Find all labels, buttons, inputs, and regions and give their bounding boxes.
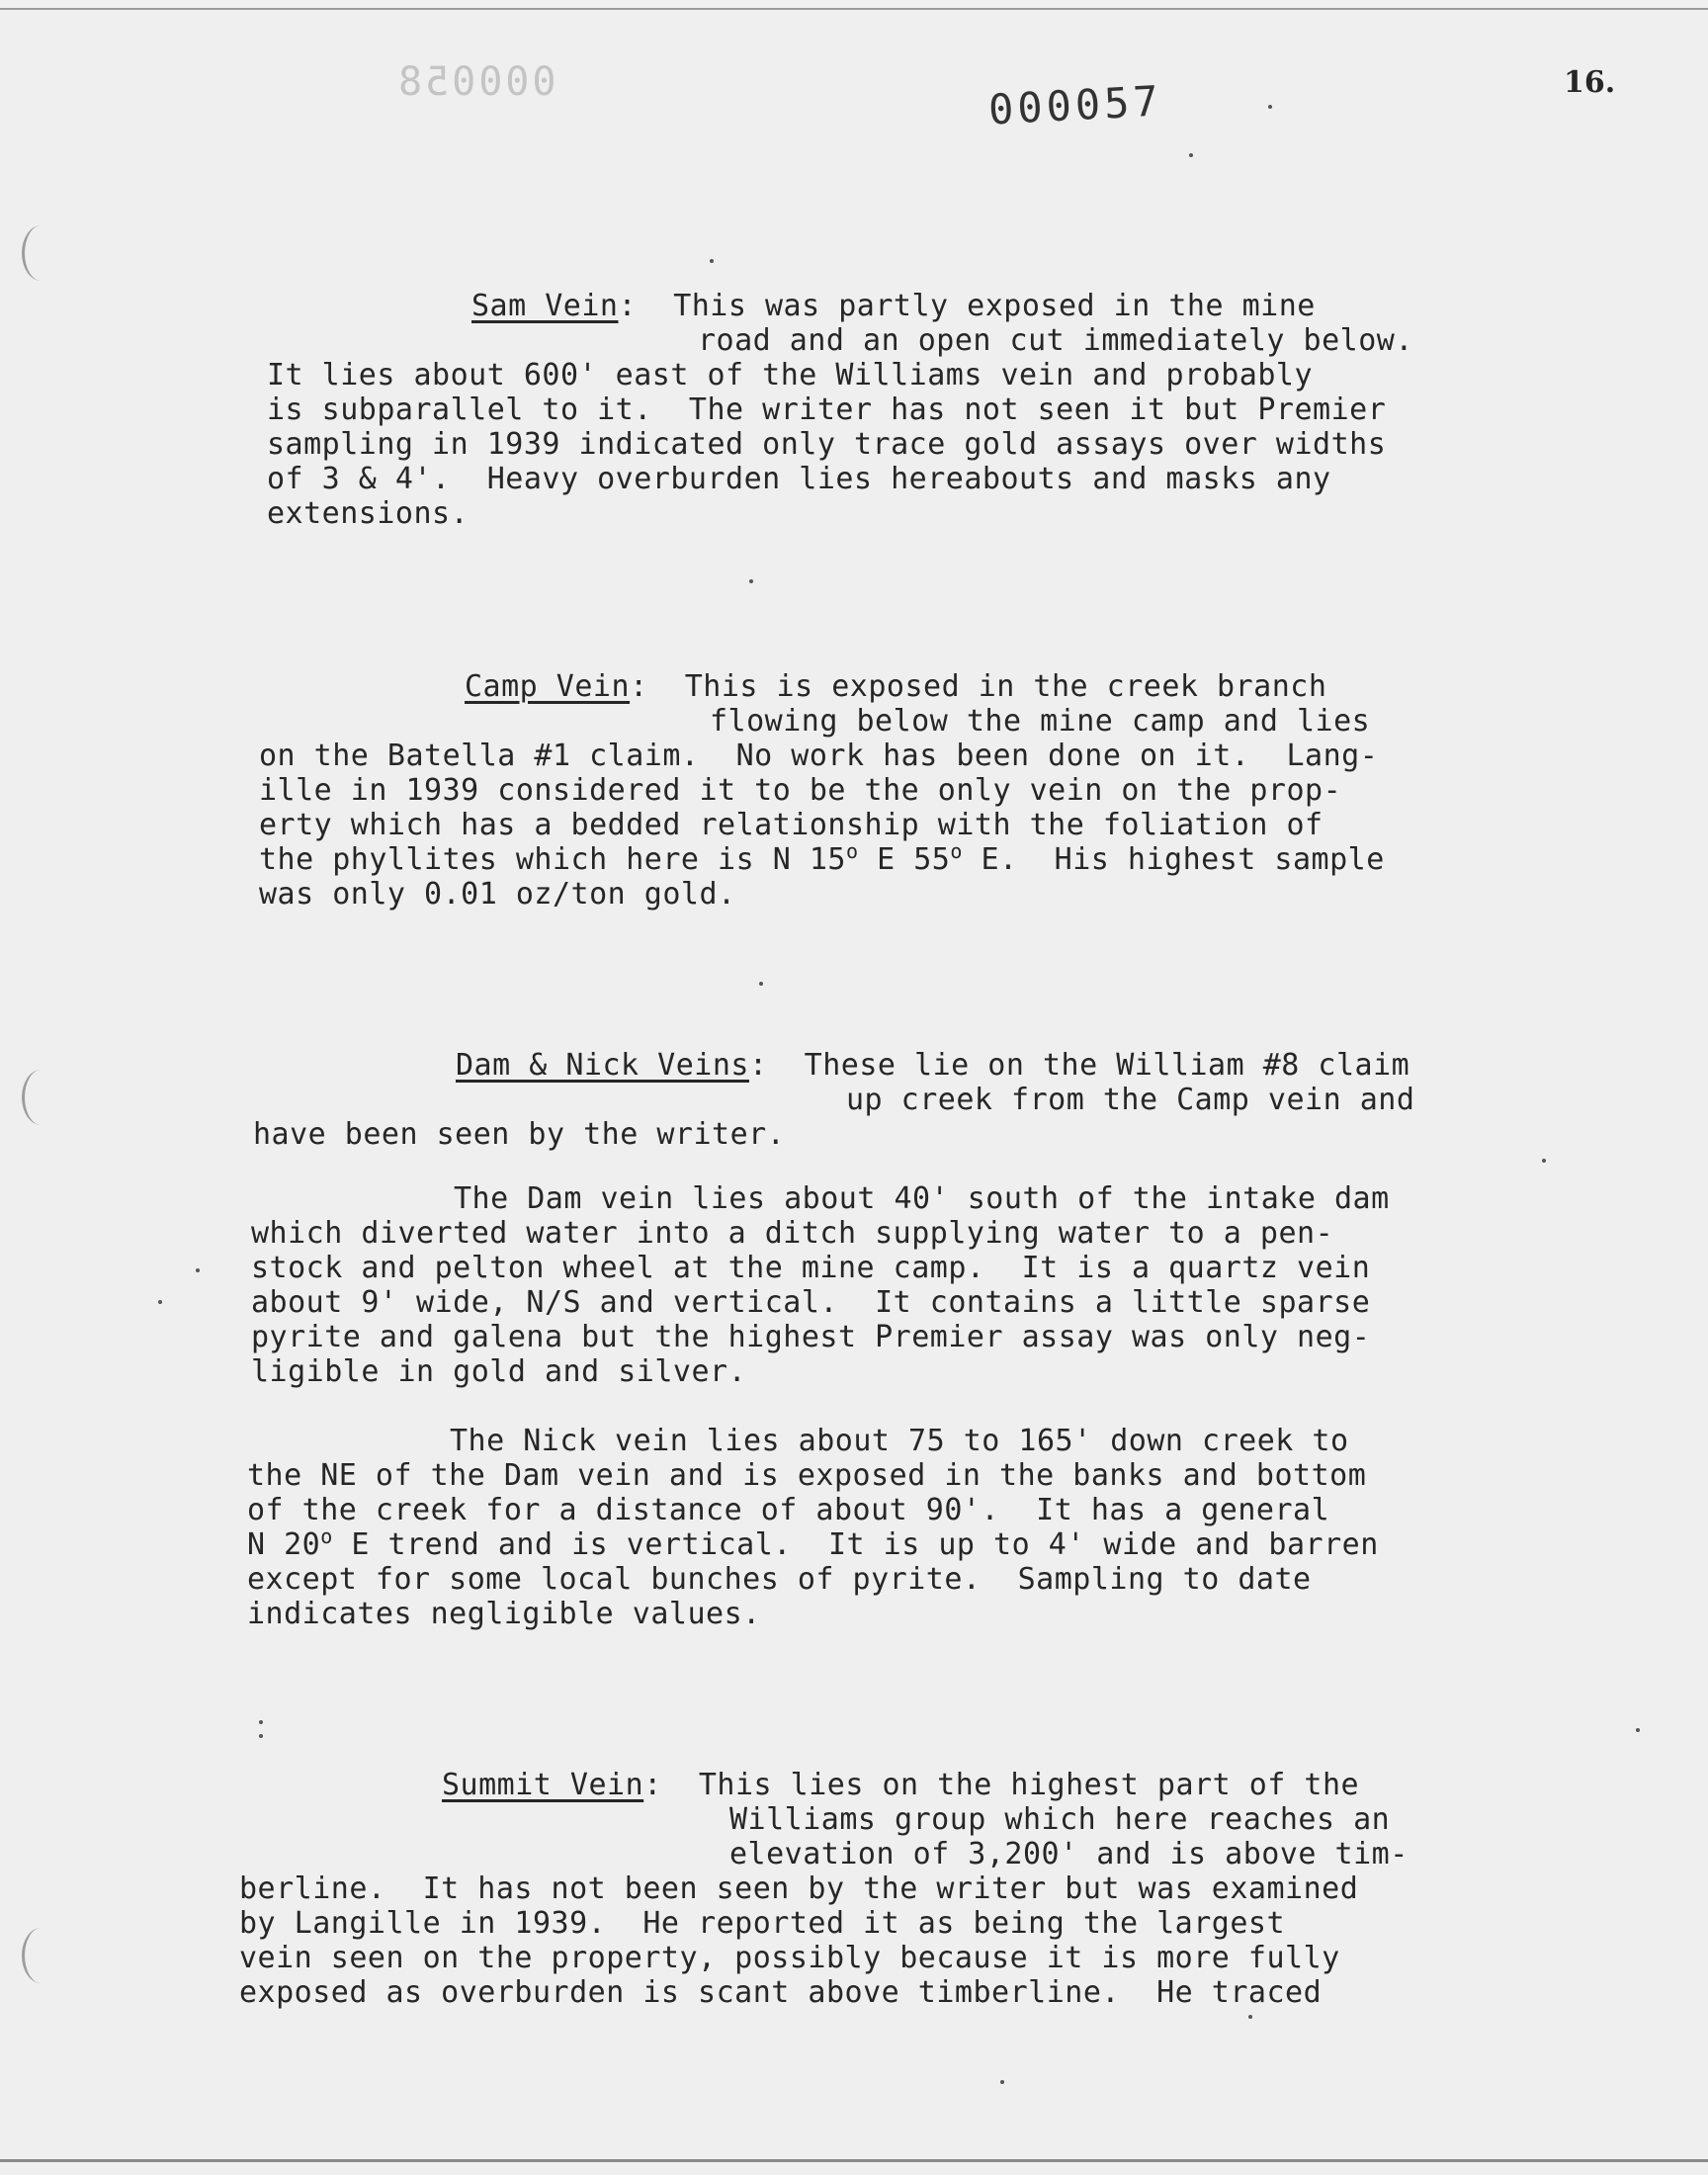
text-line: This lies on the highest part of the [698,1768,1360,1802]
text-line: by Langille in 1939. He reported it as being the largest [239,1906,1286,1941]
bottom-edge-line [0,2159,1708,2162]
top-edge-line [0,8,1708,10]
spacer [963,842,982,877]
text-line: exposed as overburden is scant above timberline. He traced [239,1975,1323,2010]
speck [158,1300,162,1304]
text-line: This was partly exposed in the mine [673,289,1316,323]
binder-hole-mark [22,225,60,281]
stamp-number: 000057 [986,76,1163,134]
text-line: which diverted water into a ditch supplying water to a pen- [251,1216,1334,1251]
text-line: the NE of the Dam vein and is exposed in the banks and bottom [247,1458,1367,1493]
dam-nick-intro-paragraph [253,1048,1414,1152]
degree-mark: o [950,839,963,863]
speck [1636,1728,1640,1732]
text-fragment: E 55 [877,842,951,877]
text-line: indicates negligible values. [247,1597,761,1631]
text-line: ligible in gold and silver. [251,1354,747,1389]
text-line: These lie on the William #8 claim [804,1048,1410,1083]
text-fragment: the phyllites which here is N 15 [259,842,846,877]
speck [749,579,753,583]
text-line: Williams group which here reaches an [729,1802,1391,1837]
sam-vein-paragraph [267,289,1413,531]
speck [1542,1159,1546,1163]
text-line: sampling in 1939 indicated only trace gold assays over widths [267,427,1387,462]
text-line: The Dam vein lies about 40' south of the intake dam [454,1181,1390,1216]
text-line: road and an open cut immediately below. [698,323,1413,358]
speck [759,982,763,986]
dam-vein-paragraph [251,1181,1390,1389]
speck [196,1268,200,1272]
text-line: about 9' wide, N/S and vertical. It contains a little sparse [251,1285,1371,1320]
text-line: is subparallel to it. The writer has not seen it but Premier [267,392,1387,427]
section-heading: Camp Vein [465,669,631,704]
text-line: extensions. [267,496,470,531]
binder-hole-mark [22,1928,60,1983]
text-line: It lies about 600' east of the Williams vein and probably [267,358,1314,392]
speck [1000,2080,1004,2084]
section-heading: Summit Vein [442,1768,644,1802]
speck [1189,153,1193,157]
ghost-stamp-number: 000058 [395,59,556,105]
text-line: elevation of 3,200' and is above tim- [729,1837,1409,1871]
text-line: was only 0.01 oz/ton gold. [259,877,736,912]
speck [1268,105,1272,109]
text-line: of 3 & 4'. Heavy overburden lies hereabouts and masks any [267,462,1331,496]
text-line: flowing below the mine camp and lies [710,704,1371,739]
page-number: 16. [1564,65,1616,100]
speck [1248,2015,1252,2019]
heading-colon: : [618,289,674,323]
text-line: ille in 1939 considered it to be the only vein on the prop- [259,773,1342,808]
text-line: up creek from the Camp vein and [846,1083,1415,1117]
text-line: of the creek for a distance of about 90'. It has a general [247,1493,1330,1527]
section-heading: Sam Vein [471,289,619,323]
section-heading: Dam & Nick Veins [456,1048,749,1083]
degree-mark: o [320,1524,333,1548]
text-line: vein seen on the property, possibly because it is more fully [239,1941,1340,1975]
degree-mark: o [845,839,859,863]
summit-vein-paragraph [239,1768,1409,2010]
text-line: pyrite and galena but the highest Premier assay was only neg- [251,1320,1371,1354]
text-line: except for some local bunches of pyrite. Sampling to date [247,1562,1312,1597]
camp-vein-paragraph [259,669,1385,912]
nick-vein-paragraph [247,1424,1379,1631]
text-line: have been seen by the writer. [253,1117,786,1152]
spacer [859,842,878,877]
heading-colon: : [643,1768,699,1802]
heading-colon: : [630,669,685,704]
text-fragment: E. His highest sample [981,842,1385,877]
text-fragment: E trend and is vertical. It is up to 4' wide and barren [351,1527,1379,1562]
speck [259,1734,263,1738]
text-line: berline. It has not been seen by the writer but was examined [239,1871,1359,1906]
text-line: stock and pelton wheel at the mine camp. It is a quartz vein [251,1251,1371,1285]
text-line: This is exposed in the creek branch [684,669,1327,704]
speck [710,259,714,263]
speck [259,1720,263,1724]
text-line: The Nick vein lies about 75 to 165' down creek to [450,1424,1349,1458]
spacer [333,1527,352,1562]
text-fragment: N 20 [247,1527,321,1562]
text-line: erty which has a bedded relationship with the foliation of [259,808,1324,842]
heading-colon: : [748,1048,805,1083]
binder-hole-mark [22,1070,60,1125]
text-line: on the Batella #1 claim. No work has been done on it. Lang- [259,739,1379,773]
